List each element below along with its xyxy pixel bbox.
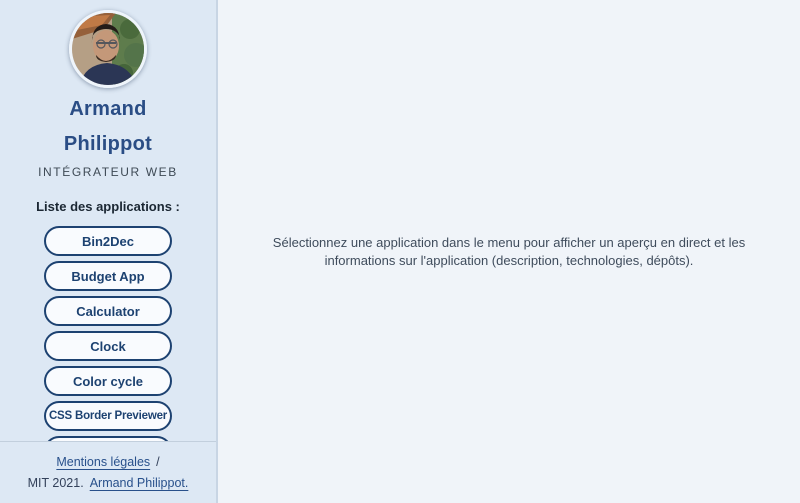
footer-license-line xyxy=(28,476,189,490)
sidebar-footer xyxy=(0,441,216,503)
profile-last-name: Philippot xyxy=(63,133,153,155)
author-link[interactable]: Armand Philippot. xyxy=(89,476,189,490)
apps-list-heading: Liste des applications : xyxy=(36,199,180,214)
footer-separator: / xyxy=(156,455,160,469)
avatar xyxy=(69,10,147,88)
sidebar xyxy=(0,0,218,503)
profile-first-name: Armand xyxy=(69,98,147,120)
legal-link[interactable]: Mentions légales xyxy=(56,455,151,469)
main-content xyxy=(218,0,800,503)
license-text: MIT 2021. xyxy=(27,476,84,490)
app-button-calculator[interactable]: Calculator xyxy=(44,296,172,326)
app-button-css-border-previewer[interactable]: CSS Border Previewer xyxy=(44,401,172,431)
apps-nav xyxy=(0,226,216,441)
app-button-color-cycle[interactable]: Color cycle xyxy=(44,366,172,396)
app-button-budget-app[interactable]: Budget App xyxy=(44,261,172,291)
profile-name xyxy=(64,92,152,162)
footer-legal-line xyxy=(56,455,159,469)
app-button-clock[interactable]: Clock xyxy=(44,331,172,361)
profile-role: INTÉGRATEUR WEB xyxy=(38,165,178,179)
placeholder-message: Sélectionnez une application dans le menu pour afficher un aperçu en direct et les informations sur l'application (description, technologies, dépôts). xyxy=(272,234,746,268)
avatar-photo xyxy=(72,13,144,85)
app-button-bin2dec[interactable]: Bin2Dec xyxy=(44,226,172,256)
